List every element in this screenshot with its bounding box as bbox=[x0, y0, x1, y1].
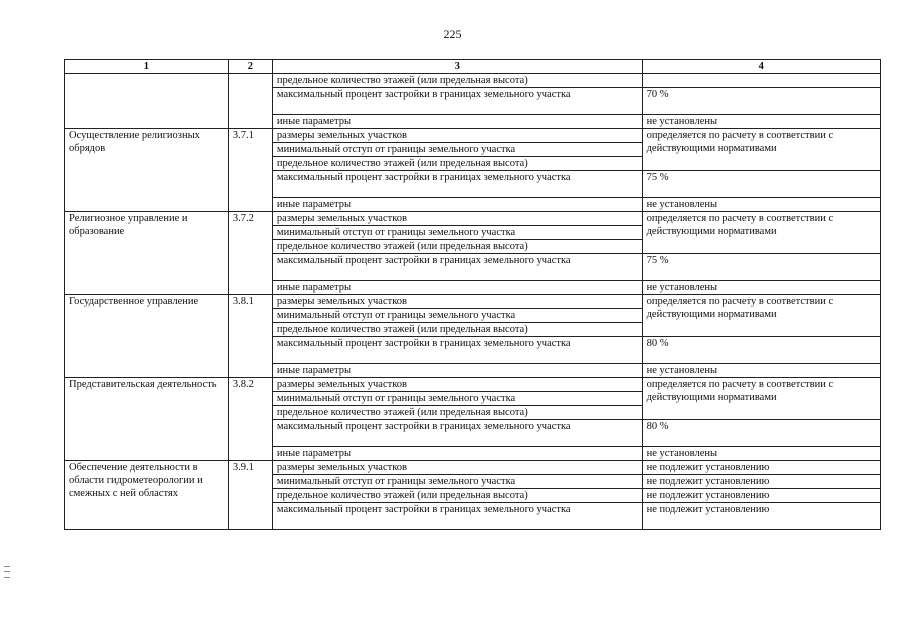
activity-code-cell: 3.7.2 bbox=[228, 212, 272, 295]
scan-margin-mark bbox=[4, 566, 10, 578]
table-row bbox=[65, 74, 881, 88]
param-cell: предельное количество этажей (или предельная высота) bbox=[272, 323, 642, 337]
page-number: 225 bbox=[443, 27, 462, 41]
value-cell: определяется по расчету в соответствии с действующими нормативами bbox=[642, 212, 880, 254]
param-cell: предельное количество этажей (или предельная высота) bbox=[272, 157, 642, 171]
value-cell: не подлежит установлению bbox=[642, 489, 880, 503]
value-cell: не установлены bbox=[642, 198, 880, 212]
value-cell: 80 % bbox=[642, 420, 880, 447]
param-cell: предельное количество этажей (или предельная высота) bbox=[272, 406, 642, 420]
param-cell: иные параметры bbox=[272, 198, 642, 212]
activity-code-cell: 3.8.1 bbox=[228, 295, 272, 378]
value-cell: не подлежит установлению bbox=[642, 475, 880, 489]
param-cell: минимальный отступ от границы земельного участка bbox=[272, 475, 642, 489]
activity-code-cell: 3.7.1 bbox=[228, 129, 272, 212]
table-row bbox=[65, 461, 881, 475]
param-cell: максимальный процент застройки в границах земельного участка bbox=[272, 337, 642, 364]
param-cell: предельное количество этажей (или предельная высота) bbox=[272, 240, 642, 254]
param-cell: размеры земельных участков bbox=[272, 378, 642, 392]
value-cell: 70 % bbox=[642, 88, 880, 115]
table-row bbox=[65, 129, 881, 143]
value-cell: не подлежит установлению bbox=[642, 461, 880, 475]
value-cell: не установлены bbox=[642, 115, 880, 129]
table-row bbox=[65, 295, 881, 309]
param-cell: максимальный процент застройки в границах земельного участка bbox=[272, 88, 642, 115]
table-header-row bbox=[65, 60, 881, 74]
activity-code-cell bbox=[228, 74, 272, 129]
activity-name-cell: Государственное управление bbox=[65, 295, 229, 378]
table-row bbox=[65, 212, 881, 226]
param-cell: максимальный процент застройки в границах земельного участка bbox=[272, 171, 642, 198]
table-row bbox=[65, 378, 881, 392]
regulations-table bbox=[64, 59, 881, 530]
param-cell: размеры земельных участков bbox=[272, 129, 642, 143]
value-cell: определяется по расчету в соответствии с действующими нормативами bbox=[642, 378, 880, 420]
header-col-2: 2 bbox=[228, 60, 272, 74]
param-cell: максимальный процент застройки в границах земельного участка bbox=[272, 254, 642, 281]
value-cell bbox=[642, 74, 880, 88]
header-col-3: 3 bbox=[272, 60, 642, 74]
activity-name-cell: Религиозное управление и образование bbox=[65, 212, 229, 295]
param-cell: минимальный отступ от границы земельного участка bbox=[272, 392, 642, 406]
param-cell: размеры земельных участков bbox=[272, 212, 642, 226]
activity-code-cell: 3.8.2 bbox=[228, 378, 272, 461]
param-cell: предельное количество этажей (или предельная высота) bbox=[272, 74, 642, 88]
activity-name-cell bbox=[65, 74, 229, 129]
value-cell: не установлены bbox=[642, 364, 880, 378]
param-cell: иные параметры bbox=[272, 447, 642, 461]
activity-name-cell: Представительская деятельность bbox=[65, 378, 229, 461]
value-cell: определяется по расчету в соответствии с действующими нормативами bbox=[642, 129, 880, 171]
value-cell: 75 % bbox=[642, 171, 880, 198]
param-cell: размеры земельных участков bbox=[272, 461, 642, 475]
param-cell: минимальный отступ от границы земельного участка bbox=[272, 309, 642, 323]
value-cell: не подлежит установлению bbox=[642, 503, 880, 530]
param-cell: минимальный отступ от границы земельного участка bbox=[272, 143, 642, 157]
param-cell: предельное количество этажей (или предельная высота) bbox=[272, 489, 642, 503]
param-cell: максимальный процент застройки в границах земельного участка bbox=[272, 503, 642, 530]
value-cell: определяется по расчету в соответствии с действующими нормативами bbox=[642, 295, 880, 337]
value-cell: не установлены bbox=[642, 281, 880, 295]
param-cell: максимальный процент застройки в границах земельного участка bbox=[272, 420, 642, 447]
value-cell: 75 % bbox=[642, 254, 880, 281]
param-cell: минимальный отступ от границы земельного участка bbox=[272, 226, 642, 240]
header-col-4: 4 bbox=[642, 60, 880, 74]
header-col-1: 1 bbox=[65, 60, 229, 74]
param-cell: размеры земельных участков bbox=[272, 295, 642, 309]
param-cell: иные параметры bbox=[272, 281, 642, 295]
value-cell: не установлены bbox=[642, 447, 880, 461]
activity-code-cell: 3.9.1 bbox=[228, 461, 272, 530]
activity-name-cell: Обеспечение деятельности в области гидрометеорологии и смежных с ней областях bbox=[65, 461, 229, 530]
value-cell: 80 % bbox=[642, 337, 880, 364]
param-cell: иные параметры bbox=[272, 115, 642, 129]
param-cell: иные параметры bbox=[272, 364, 642, 378]
activity-name-cell: Осуществление религиозных обрядов bbox=[65, 129, 229, 212]
